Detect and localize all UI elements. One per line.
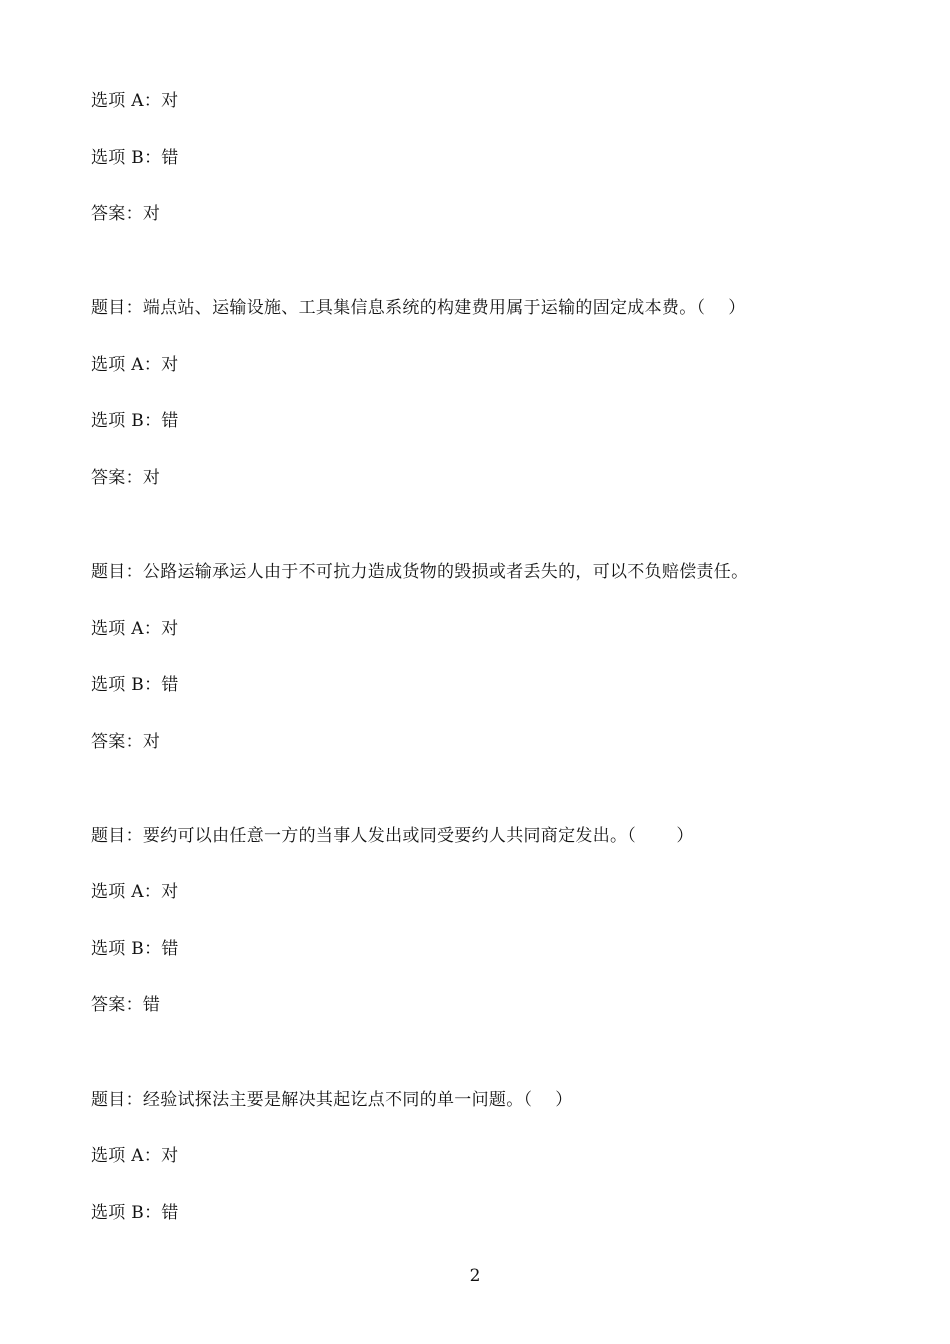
page-number: 2: [469, 1266, 481, 1286]
option-b: 选项 B：错: [91, 675, 179, 695]
option-a: 选项 A：对: [91, 619, 179, 639]
option-b: 选项 B：错: [91, 148, 179, 168]
option-b: 选项 B：错: [91, 411, 179, 431]
option-a: 选项 A：对: [91, 91, 179, 111]
question: 题目：要约可以由任意一方的当事人发出或同受要约人共同商定发出。（ ）: [91, 826, 694, 846]
answer: 答案：对: [91, 204, 161, 224]
question: 题目：经验试探法主要是解决其起讫点不同的单一问题。（ ）: [91, 1090, 573, 1110]
answer: 答案：错: [91, 995, 161, 1015]
option-a: 选项 A：对: [91, 882, 179, 902]
question: 题目：公路运输承运人由于不可抗力造成货物的毁损或者丢失的，可以不负赔偿责任。: [91, 562, 749, 582]
option-b: 选项 B：错: [91, 939, 179, 959]
option-a: 选项 A：对: [91, 1146, 179, 1166]
question: 题目：端点站、运输设施、工具集信息系统的构建费用属于运输的固定成本费。（ ）: [91, 298, 746, 318]
answer: 答案：对: [91, 732, 161, 752]
option-b: 选项 B：错: [91, 1203, 179, 1223]
answer: 答案：对: [91, 468, 161, 488]
option-a: 选项 A：对: [91, 355, 179, 375]
